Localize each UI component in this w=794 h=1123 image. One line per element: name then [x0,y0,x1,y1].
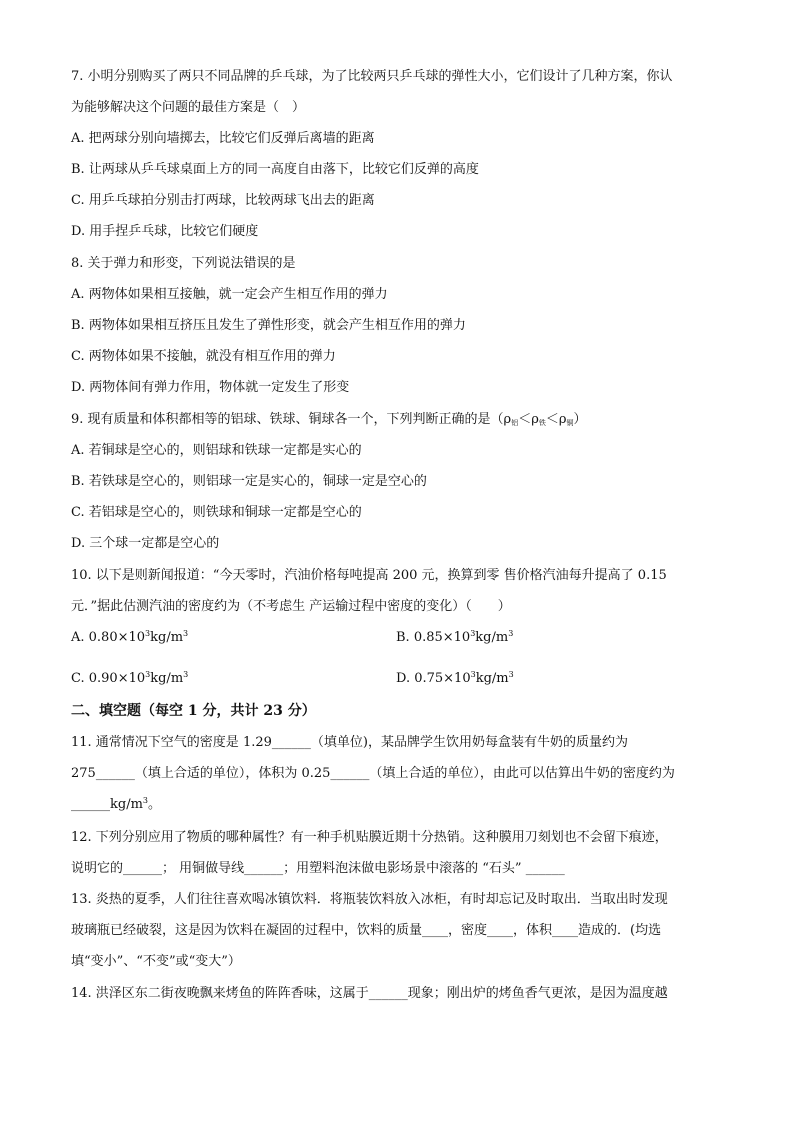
q11-line-3: $\_\_\_\_\_\_kg/m^3$。 [71,796,162,812]
q9-sub-aluminum: 铝 [511,419,519,427]
q14-line-1: 14. 洪泽区东二街夜晚飘来烤鱼的阵阵香味，这属于______现象；刚出炉的烤鱼香气更浓，是因为温度越 [71,986,668,1001]
q7-option-b: B. 让两球从乒乓球桌面上方的同一高度自由落下，比较它们反弹的高度 [71,162,479,177]
q7-option-d: D. 用手捏乒乓球，比较它们硬度 [71,224,259,239]
q13-line-2: 玻璃瓶已经破裂，这是因为饮料在凝固的过程中，饮料的质量____，密度____，体积____造成的．(均选 [71,923,662,938]
q7-option-a: A. 把两球分别向墙掷去，比较它们反弹后离墙的距离 [71,131,375,146]
q7-stem-line-1: 7. 小明分别购买了两只不同品牌的乒乓球，为了比较两只乒乓球的弹性大小，它们设计了几种方案，你认 [71,69,673,84]
q13-line-3: 填“变小”、“不变”或“变大”） [71,954,241,969]
q9-sub-copper: 铜 [566,419,574,427]
q9-less-than-1: ＜ρ [518,412,539,427]
section-2-title: 二、填空题（每空 1 分，共计 23 分） [71,703,316,719]
q11-line-1: 11. 通常情况下空气的密度是 1.29______（填单位)，某品牌学生饮用奶每盒装有牛奶的质量约为 [71,735,628,750]
q8-stem: 8. 关于弹力和形变，下列说法错误的是 [71,256,296,271]
q9-option-a: A. 若铜球是空心的，则铝球和铁球一定都是实心的 [71,443,362,458]
q10-option-c: C. $0.90\times 10^3kg/m^3$ [71,670,189,686]
q13-line-1: 13. 炎热的夏季，人们往往喜欢喝冰镇饮料．将瓶装饮料放入冰柜，有时却忘记及时取出．当取出时发现 [71,892,668,907]
q9-stem-suffix: ） [573,412,587,427]
q9-stem [71,410,731,433]
q10-option-d: D. $0.75\times 10^3kg/m^3$ [396,670,514,686]
q9-stem-prefix: 9. 现有质量和体积都相等的铝球、铁球、铜球各一个，下列判断正确的是（ρ [71,412,512,427]
q7-option-c: C. 用乒乓球拍分别击打两球，比较两球飞出去的距离 [71,193,375,208]
q9-less-than-2: ＜ρ [545,412,567,427]
q10-option-a: A. $0.80\times 10^3kg/m^3$ [71,629,189,645]
q10-stem-line-1: 10. 以下是则新闻报道：“今天零时，汽油价格每吨提高 200 元，换算到零 售价格汽油每升提高了 0.15 [71,568,667,583]
q12-line-1: 12. 下列分别应用了物质的哪种属性？有一种手机贴膜近期十分热销。这种膜用刀刻划也不会留下痕迹， [71,830,668,845]
q7-stem-line-2: 为能够解决这个问题的最佳方案是（ ） [71,100,306,115]
q8-option-a: A. 两物体如果相互接触，就一定会产生相互作用的弹力 [71,287,388,302]
q11-line-2: 275______（填上合适的单位），体积为 0.25______（填上合适的单位），由此可以估算出牛奶的密度约为 [71,766,675,781]
q12-line-2: 说明它的______； 用铜做导线______；用塑料泡沫做电影场景中滚落的 “石头” ______ [71,861,565,876]
q9-sub-iron: 铁 [538,419,546,427]
q9-option-b: B. 若铁球是空心的，则铝球一定是实心的，铜球一定是空心的 [71,474,427,489]
q10-stem-line-2: 元．”据此估测汽油的密度约为（不考虑生 产运输过程中密度的变化）（ ） [71,599,511,614]
q8-option-b: B. 两物体如果相互挤压且发生了弹性形变，就会产生相互作用的弹力 [71,318,466,333]
q9-option-c: C. 若铝球是空心的，则铁球和铜球一定都是空心的 [71,505,362,520]
q8-option-c: C. 两物体如果不接触，就没有相互作用的弹力 [71,349,336,364]
q10-option-b: B. $0.85\times 10^3kg/m^3$ [396,629,514,645]
q9-option-d: D. 三个球一定都是空心的 [71,536,220,551]
q8-option-d: D. 两物体间有弹力作用，物体就一定发生了形变 [71,380,350,395]
